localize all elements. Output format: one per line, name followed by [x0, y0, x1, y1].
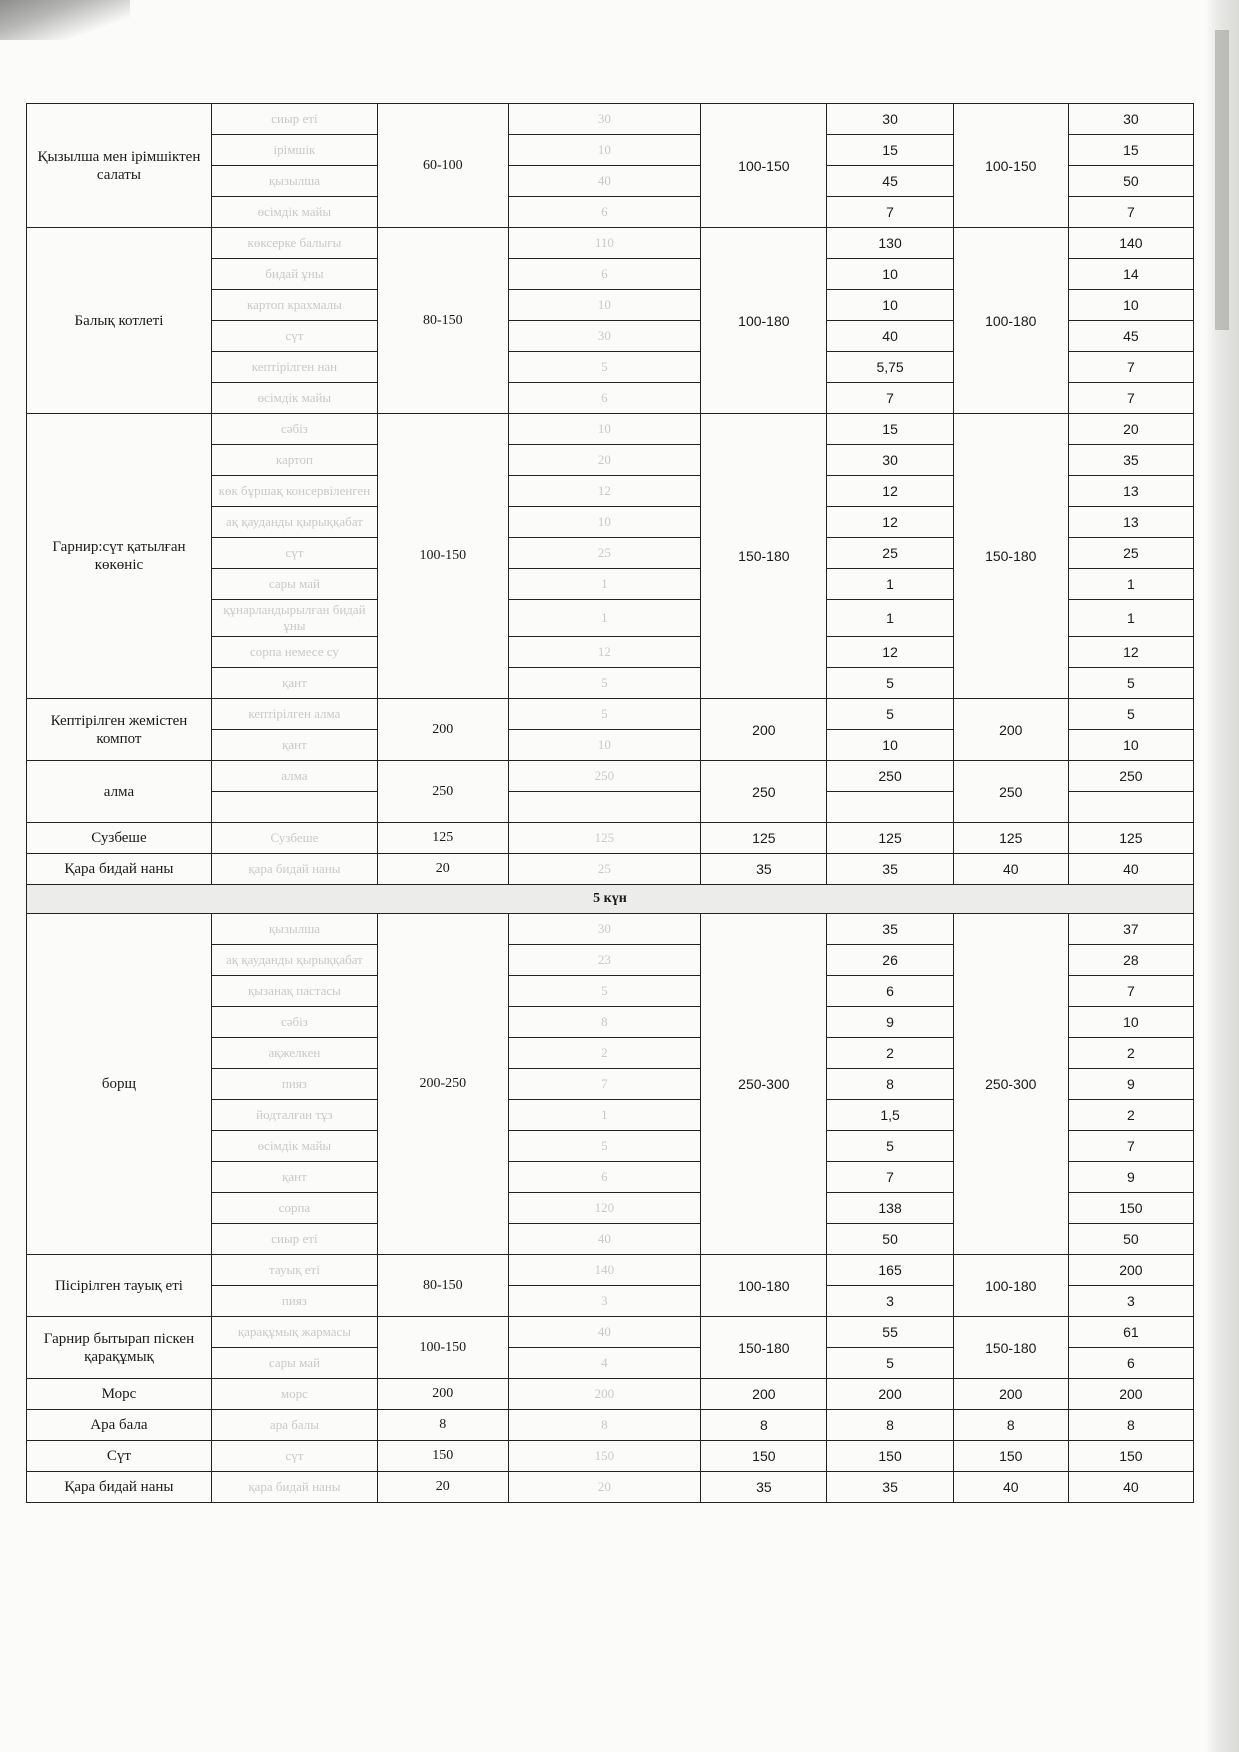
- portion-range-a: 250: [377, 761, 508, 823]
- portion-range-b: 35: [701, 1472, 827, 1503]
- portion-range-b: 250-300: [701, 914, 827, 1255]
- faint-quantity: 7: [508, 1069, 701, 1100]
- table-row: [27, 854, 1194, 885]
- quantity-value-2: [1068, 792, 1193, 823]
- quantity-value-1: 165: [827, 1255, 953, 1286]
- portion-range-c: 150-180: [953, 1317, 1068, 1379]
- table-row: [27, 1317, 1194, 1348]
- ingredient-name: ірімшік: [211, 135, 377, 166]
- quantity-value-1: 10: [827, 730, 953, 761]
- table-row: [27, 1379, 1194, 1410]
- faint-quantity: 4: [508, 1348, 701, 1379]
- portion-range-a: 8: [377, 1410, 508, 1441]
- ingredient-name: картоп: [211, 445, 377, 476]
- faint-quantity: 200: [508, 1379, 701, 1410]
- quantity-value-1: 130: [827, 228, 953, 259]
- portion-range-c: 40: [953, 1472, 1068, 1503]
- table-row: [27, 1441, 1194, 1472]
- ingredient-name: сүт: [211, 538, 377, 569]
- quantity-value-2: 61: [1068, 1317, 1193, 1348]
- quantity-value-2: 15: [1068, 135, 1193, 166]
- faint-quantity: 10: [508, 135, 701, 166]
- portion-range-a: 100-150: [377, 414, 508, 699]
- quantity-value-2: 7: [1068, 1131, 1193, 1162]
- quantity-value-2: 8: [1068, 1410, 1193, 1441]
- ingredient-name: морс: [211, 1379, 377, 1410]
- ingredient-name: өсімдік майы: [211, 383, 377, 414]
- ingredient-name: қара бидай наны: [211, 854, 377, 885]
- faint-quantity: 30: [508, 914, 701, 945]
- quantity-value-1: 5: [827, 1348, 953, 1379]
- quantity-value-2: 2: [1068, 1038, 1193, 1069]
- dish-name: Сузбеше: [27, 823, 212, 854]
- quantity-value-2: 1: [1068, 569, 1193, 600]
- quantity-value-2: 37: [1068, 914, 1193, 945]
- dish-name: Кептірілген жемістен компот: [27, 699, 212, 761]
- table-row: [27, 761, 1194, 792]
- faint-quantity: 10: [508, 507, 701, 538]
- dish-name: Қызылша мен ірімшіктен салаты: [27, 104, 212, 228]
- quantity-value-2: 12: [1068, 637, 1193, 668]
- quantity-value-1: 25: [827, 538, 953, 569]
- quantity-value-1: 138: [827, 1193, 953, 1224]
- ingredient-name: қарақұмық жармасы: [211, 1317, 377, 1348]
- quantity-value-2: 1: [1068, 600, 1193, 637]
- faint-quantity: 30: [508, 104, 701, 135]
- quantity-value-1: 26: [827, 945, 953, 976]
- ingredient-name: қант: [211, 668, 377, 699]
- table-row: [27, 699, 1194, 730]
- portion-range-b: 150-180: [701, 414, 827, 699]
- quantity-value-1: 7: [827, 1162, 953, 1193]
- portion-range-b: 150-180: [701, 1317, 827, 1379]
- faint-quantity: 12: [508, 476, 701, 507]
- quantity-value-1: 5: [827, 699, 953, 730]
- ingredient-name: сәбіз: [211, 1007, 377, 1038]
- quantity-value-1: 1: [827, 569, 953, 600]
- portion-range-a: 80-150: [377, 1255, 508, 1317]
- portion-range-b: 250: [701, 761, 827, 823]
- ingredient-name: ақ қауданды қырыққабат: [211, 507, 377, 538]
- quantity-value-1: 55: [827, 1317, 953, 1348]
- ingredient-name: сиыр еті: [211, 104, 377, 135]
- portion-range-c: 200: [953, 699, 1068, 761]
- faint-quantity: 1: [508, 569, 701, 600]
- portion-range-a: 150: [377, 1441, 508, 1472]
- quantity-value-2: 20: [1068, 414, 1193, 445]
- quantity-value-2: 5: [1068, 668, 1193, 699]
- quantity-value-1: 6: [827, 976, 953, 1007]
- portion-range-b: 100-150: [701, 104, 827, 228]
- quantity-value-2: 200: [1068, 1379, 1193, 1410]
- quantity-value-2: 5: [1068, 699, 1193, 730]
- quantity-value-2: 40: [1068, 854, 1193, 885]
- quantity-value-1: 8: [827, 1410, 953, 1441]
- quantity-value-1: 2: [827, 1038, 953, 1069]
- faint-quantity: 110: [508, 228, 701, 259]
- portion-range-a: 60-100: [377, 104, 508, 228]
- scan-corner-shadow: [0, 0, 130, 40]
- portion-range-c: 40: [953, 854, 1068, 885]
- ingredient-name: ақжелкен: [211, 1038, 377, 1069]
- quantity-value-2: 7: [1068, 352, 1193, 383]
- quantity-value-1: 45: [827, 166, 953, 197]
- quantity-value-2: 35: [1068, 445, 1193, 476]
- quantity-value-1: 30: [827, 104, 953, 135]
- ingredient-name: [211, 792, 377, 823]
- table-row: [27, 414, 1194, 445]
- portion-range-a: 80-150: [377, 228, 508, 414]
- quantity-value-1: 125: [827, 823, 953, 854]
- quantity-value-2: 50: [1068, 166, 1193, 197]
- faint-quantity: 3: [508, 1286, 701, 1317]
- faint-quantity: 5: [508, 668, 701, 699]
- quantity-value-2: 45: [1068, 321, 1193, 352]
- ingredient-name: сүт: [211, 1441, 377, 1472]
- quantity-value-2: 150: [1068, 1193, 1193, 1224]
- dish-name: Ара бала: [27, 1410, 212, 1441]
- quantity-value-2: 2: [1068, 1100, 1193, 1131]
- portion-range-a: 125: [377, 823, 508, 854]
- faint-quantity: 6: [508, 1162, 701, 1193]
- quantity-value-2: 25: [1068, 538, 1193, 569]
- menu-table-body: [27, 104, 1194, 1503]
- portion-range-b: 125: [701, 823, 827, 854]
- ingredient-name: қызанақ пастасы: [211, 976, 377, 1007]
- ingredient-name: сиыр еті: [211, 1224, 377, 1255]
- faint-quantity: 6: [508, 259, 701, 290]
- faint-quantity: 6: [508, 197, 701, 228]
- quantity-value-2: 7: [1068, 383, 1193, 414]
- dish-name: Балық котлеті: [27, 228, 212, 414]
- ingredient-name: Сузбеше: [211, 823, 377, 854]
- quantity-value-2: 13: [1068, 476, 1193, 507]
- quantity-value-1: 1,5: [827, 1100, 953, 1131]
- quantity-value-1: 12: [827, 507, 953, 538]
- faint-quantity: 20: [508, 1472, 701, 1503]
- faint-quantity: 125: [508, 823, 701, 854]
- ingredient-name: сары май: [211, 569, 377, 600]
- dish-name: Қара бидай наны: [27, 1472, 212, 1503]
- table-row: [27, 914, 1194, 945]
- portion-range-b: 200: [701, 699, 827, 761]
- portion-range-c: 150: [953, 1441, 1068, 1472]
- quantity-value-1: 8: [827, 1069, 953, 1100]
- quantity-value-1: 35: [827, 1472, 953, 1503]
- faint-quantity: 5: [508, 1131, 701, 1162]
- portion-range-c: 8: [953, 1410, 1068, 1441]
- portion-range-b: 150: [701, 1441, 827, 1472]
- quantity-value-1: 15: [827, 135, 953, 166]
- ingredient-name: алма: [211, 761, 377, 792]
- quantity-value-2: 9: [1068, 1162, 1193, 1193]
- quantity-value-1: 150: [827, 1441, 953, 1472]
- ingredient-name: бидай ұны: [211, 259, 377, 290]
- portion-range-a: 200: [377, 699, 508, 761]
- quantity-value-1: 10: [827, 290, 953, 321]
- ingredient-name: құнарландырылған бидай ұны: [211, 600, 377, 637]
- portion-range-b: 8: [701, 1410, 827, 1441]
- faint-quantity: 140: [508, 1255, 701, 1286]
- quantity-value-1: 5: [827, 1131, 953, 1162]
- faint-quantity: 8: [508, 1007, 701, 1038]
- table-row: [27, 823, 1194, 854]
- dish-name: Гарнир:сүт қатылған көкөніс: [27, 414, 212, 699]
- quantity-value-1: 15: [827, 414, 953, 445]
- faint-quantity: 1: [508, 1100, 701, 1131]
- portion-range-b: 200: [701, 1379, 827, 1410]
- quantity-value-2: 28: [1068, 945, 1193, 976]
- ingredient-name: пияз: [211, 1286, 377, 1317]
- ingredient-name: көк бұршақ консервіленген: [211, 476, 377, 507]
- faint-quantity: 6: [508, 383, 701, 414]
- portion-range-c: 250: [953, 761, 1068, 823]
- table-row: [27, 104, 1194, 135]
- quantity-value-1: 3: [827, 1286, 953, 1317]
- faint-quantity: 23: [508, 945, 701, 976]
- faint-quantity: 5: [508, 699, 701, 730]
- quantity-value-1: 10: [827, 259, 953, 290]
- faint-quantity: 40: [508, 1317, 701, 1348]
- portion-range-b: 100-180: [701, 1255, 827, 1317]
- ingredient-name: сорпа: [211, 1193, 377, 1224]
- quantity-value-2: 40: [1068, 1472, 1193, 1503]
- quantity-value-2: 10: [1068, 1007, 1193, 1038]
- faint-quantity: 5: [508, 976, 701, 1007]
- quantity-value-1: 9: [827, 1007, 953, 1038]
- quantity-value-2: 125: [1068, 823, 1193, 854]
- ingredient-name: өсімдік майы: [211, 197, 377, 228]
- ingredient-name: сары май: [211, 1348, 377, 1379]
- ingredient-name: пияз: [211, 1069, 377, 1100]
- quantity-value-1: 1: [827, 600, 953, 637]
- table-row: [27, 1255, 1194, 1286]
- ingredient-name: көксерке балығы: [211, 228, 377, 259]
- dish-name: алма: [27, 761, 212, 823]
- dish-name: Морс: [27, 1379, 212, 1410]
- table-row: [27, 1410, 1194, 1441]
- ingredient-name: ара балы: [211, 1410, 377, 1441]
- ingredient-name: сәбіз: [211, 414, 377, 445]
- portion-range-c: 250-300: [953, 914, 1068, 1255]
- faint-quantity: 25: [508, 538, 701, 569]
- dish-name: Пісірілген тауық еті: [27, 1255, 212, 1317]
- ingredient-name: ақ қауданды қырыққабат: [211, 945, 377, 976]
- ingredient-name: йодталған тұз: [211, 1100, 377, 1131]
- faint-quantity: 12: [508, 637, 701, 668]
- quantity-value-1: 40: [827, 321, 953, 352]
- faint-quantity: 150: [508, 1441, 701, 1472]
- quantity-value-2: 7: [1068, 197, 1193, 228]
- faint-quantity: 1: [508, 600, 701, 637]
- dish-name: Қара бидай наны: [27, 854, 212, 885]
- faint-quantity: 25: [508, 854, 701, 885]
- day-label: 5 күн: [27, 885, 1194, 914]
- faint-quantity: 2: [508, 1038, 701, 1069]
- quantity-value-1: 12: [827, 637, 953, 668]
- portion-range-c: 125: [953, 823, 1068, 854]
- quantity-value-2: 7: [1068, 976, 1193, 1007]
- dish-name: борщ: [27, 914, 212, 1255]
- quantity-value-2: 30: [1068, 104, 1193, 135]
- quantity-value-1: 200: [827, 1379, 953, 1410]
- quantity-value-2: 6: [1068, 1348, 1193, 1379]
- quantity-value-1: 35: [827, 914, 953, 945]
- faint-quantity: [508, 792, 701, 823]
- faint-quantity: 8: [508, 1410, 701, 1441]
- ingredient-name: сүт: [211, 321, 377, 352]
- quantity-value-2: 3: [1068, 1286, 1193, 1317]
- faint-quantity: 5: [508, 352, 701, 383]
- faint-quantity: 10: [508, 290, 701, 321]
- portion-range-c: 200: [953, 1379, 1068, 1410]
- ingredient-name: қара бидай наны: [211, 1472, 377, 1503]
- scan-edge-mark: [1215, 30, 1229, 330]
- ingredient-name: өсімдік майы: [211, 1131, 377, 1162]
- quantity-value-2: 50: [1068, 1224, 1193, 1255]
- quantity-value-1: 7: [827, 197, 953, 228]
- faint-quantity: 20: [508, 445, 701, 476]
- quantity-value-2: 250: [1068, 761, 1193, 792]
- dish-name: Сүт: [27, 1441, 212, 1472]
- ingredient-name: кептірілген алма: [211, 699, 377, 730]
- faint-quantity: 30: [508, 321, 701, 352]
- ingredient-name: тауық еті: [211, 1255, 377, 1286]
- faint-quantity: 40: [508, 1224, 701, 1255]
- ingredient-name: қант: [211, 730, 377, 761]
- portion-range-a: 20: [377, 1472, 508, 1503]
- dish-name: Гарнир бытырап піскен қарақұмық: [27, 1317, 212, 1379]
- portion-range-c: 100-180: [953, 228, 1068, 414]
- portion-range-a: 20: [377, 854, 508, 885]
- ingredient-name: қызылша: [211, 166, 377, 197]
- portion-range-c: 100-180: [953, 1255, 1068, 1317]
- faint-quantity: 40: [508, 166, 701, 197]
- ingredient-name: кептірілген нан: [211, 352, 377, 383]
- portion-range-a: 100-150: [377, 1317, 508, 1379]
- table-row: [27, 1472, 1194, 1503]
- portion-range-a: 200-250: [377, 914, 508, 1255]
- quantity-value-1: 35: [827, 854, 953, 885]
- quantity-value-1: 7: [827, 383, 953, 414]
- faint-quantity: 250: [508, 761, 701, 792]
- quantity-value-2: 10: [1068, 290, 1193, 321]
- quantity-value-2: 14: [1068, 259, 1193, 290]
- quantity-value-2: 13: [1068, 507, 1193, 538]
- table-row: [27, 228, 1194, 259]
- ingredient-name: картоп крахмалы: [211, 290, 377, 321]
- portion-range-c: 150-180: [953, 414, 1068, 699]
- quantity-value-1: 12: [827, 476, 953, 507]
- quantity-value-1: 250: [827, 761, 953, 792]
- quantity-value-1: 50: [827, 1224, 953, 1255]
- faint-quantity: 120: [508, 1193, 701, 1224]
- ingredient-name: қант: [211, 1162, 377, 1193]
- quantity-value-1: [827, 792, 953, 823]
- quantity-value-2: 200: [1068, 1255, 1193, 1286]
- quantity-value-2: 140: [1068, 228, 1193, 259]
- quantity-value-1: 5,75: [827, 352, 953, 383]
- ingredient-name: қызылша: [211, 914, 377, 945]
- day-header-row: [27, 885, 1194, 914]
- faint-quantity: 10: [508, 730, 701, 761]
- portion-range-c: 100-150: [953, 104, 1068, 228]
- quantity-value-2: 150: [1068, 1441, 1193, 1472]
- faint-quantity: 10: [508, 414, 701, 445]
- quantity-value-1: 5: [827, 668, 953, 699]
- quantity-value-2: 10: [1068, 730, 1193, 761]
- portion-range-a: 200: [377, 1379, 508, 1410]
- menu-table: [26, 103, 1194, 1503]
- quantity-value-2: 9: [1068, 1069, 1193, 1100]
- portion-range-b: 100-180: [701, 228, 827, 414]
- quantity-value-1: 30: [827, 445, 953, 476]
- ingredient-name: сорпа немесе су: [211, 637, 377, 668]
- portion-range-b: 35: [701, 854, 827, 885]
